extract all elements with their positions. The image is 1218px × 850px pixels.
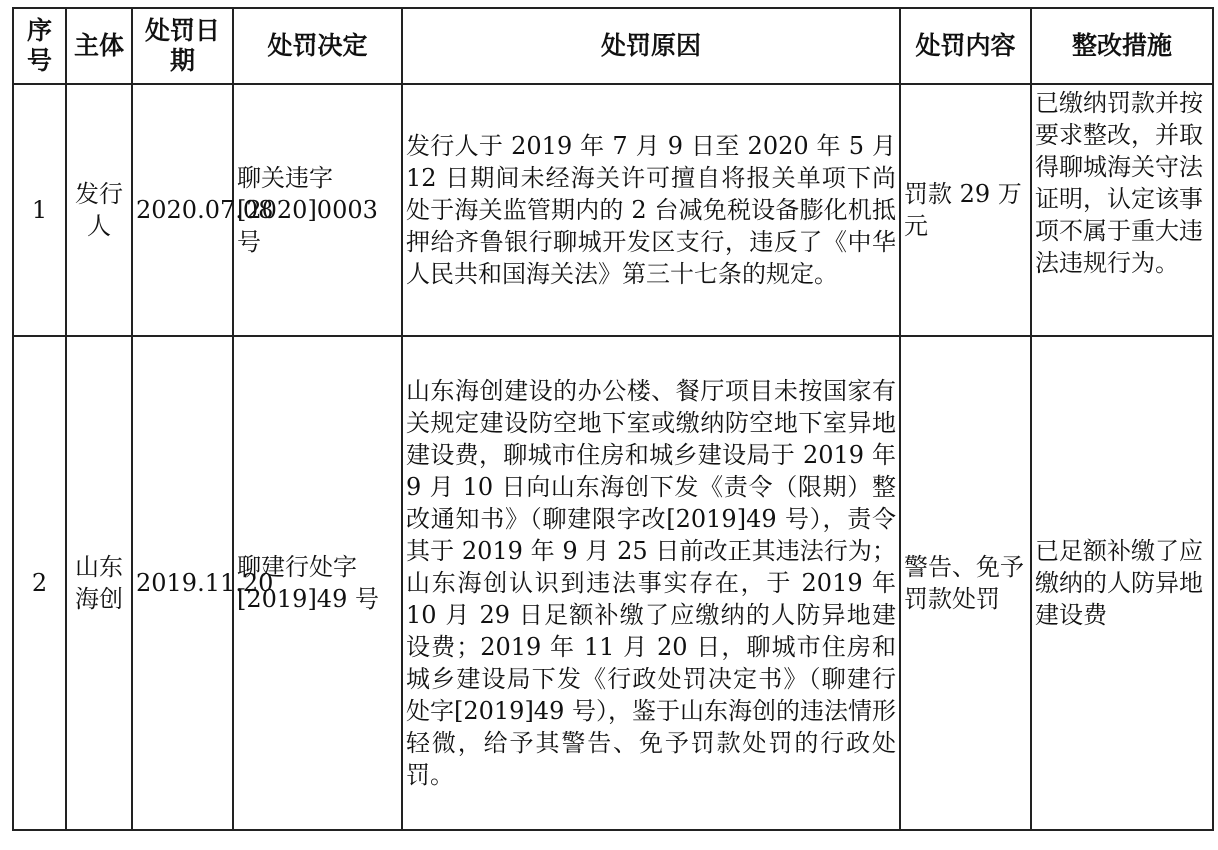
- cell-reason: 山东海创建设的办公楼、餐厅项目未按国家有关规定建设防空地下室或缴纳防空地下室异地建设费，聊城市住房和城乡建设局于 2019 年 9 月 10 日向山东海创下发《责令（限期）整改通知书》（聊建限字改[2019]49 号），责令其于 2019 年 9 月 25 日前改正其违法行为；山东海创认识到违法事实存在，于 2019 年 10 月 29 日足额补缴了应缴纳的人防异地建设费；2019 年 11 月 20 日，聊城市住房和城乡建设局下发《行政处罚决定书》（聊建行处字[2019]49 号），鉴于山东海创的违法情形轻微，给予其警告、免予罚款处罚的行政处罚。: [402, 336, 900, 830]
- header-content: 处罚内容: [900, 8, 1031, 84]
- cell-rectification: 已缴纳罚款并按要求整改，并取得聊城海关守法证明，认定该事项不属于重大违法违规行为。: [1031, 84, 1213, 336]
- cell-rectification: 已足额补缴了应缴纳的人防异地建设费: [1031, 336, 1213, 830]
- cell-decision: 聊建行处字[2019]49 号: [233, 336, 402, 830]
- header-date: 处罚日期: [132, 8, 233, 84]
- penalty-table: [12, 7, 1214, 831]
- cell-entity: 山东海创: [66, 336, 132, 830]
- header-decision: 处罚决定: [233, 8, 402, 84]
- cell-content: 罚款 29 万元: [900, 84, 1031, 336]
- cell-date: 2019.11.20: [132, 336, 233, 830]
- table-row: [13, 84, 1213, 336]
- cell-seq: 1: [13, 84, 66, 336]
- table-row: [13, 336, 1213, 830]
- header-row: [13, 8, 1213, 84]
- cell-content: 警告、免予罚款处罚: [900, 336, 1031, 830]
- cell-entity: 发行人: [66, 84, 132, 336]
- header-rectification: 整改措施: [1031, 8, 1213, 84]
- cell-date: 2020.07.08: [132, 84, 233, 336]
- cell-reason: 发行人于 2019 年 7 月 9 日至 2020 年 5 月 12 日期间未经海关许可擅自将报关单项下尚处于海关监管期内的 2 台减免税设备膨化机抵押给齐鲁银行聊城开发区支行，违反了《中华人民共和国海关法》第三十七条的规定。: [402, 84, 900, 336]
- header-reason: 处罚原因: [402, 8, 900, 84]
- table-header: [13, 8, 1213, 84]
- cell-decision: 聊关违字[2020]0003号: [233, 84, 402, 336]
- header-seq: 序号: [13, 8, 66, 84]
- cell-seq: 2: [13, 336, 66, 830]
- header-entity: 主体: [66, 8, 132, 84]
